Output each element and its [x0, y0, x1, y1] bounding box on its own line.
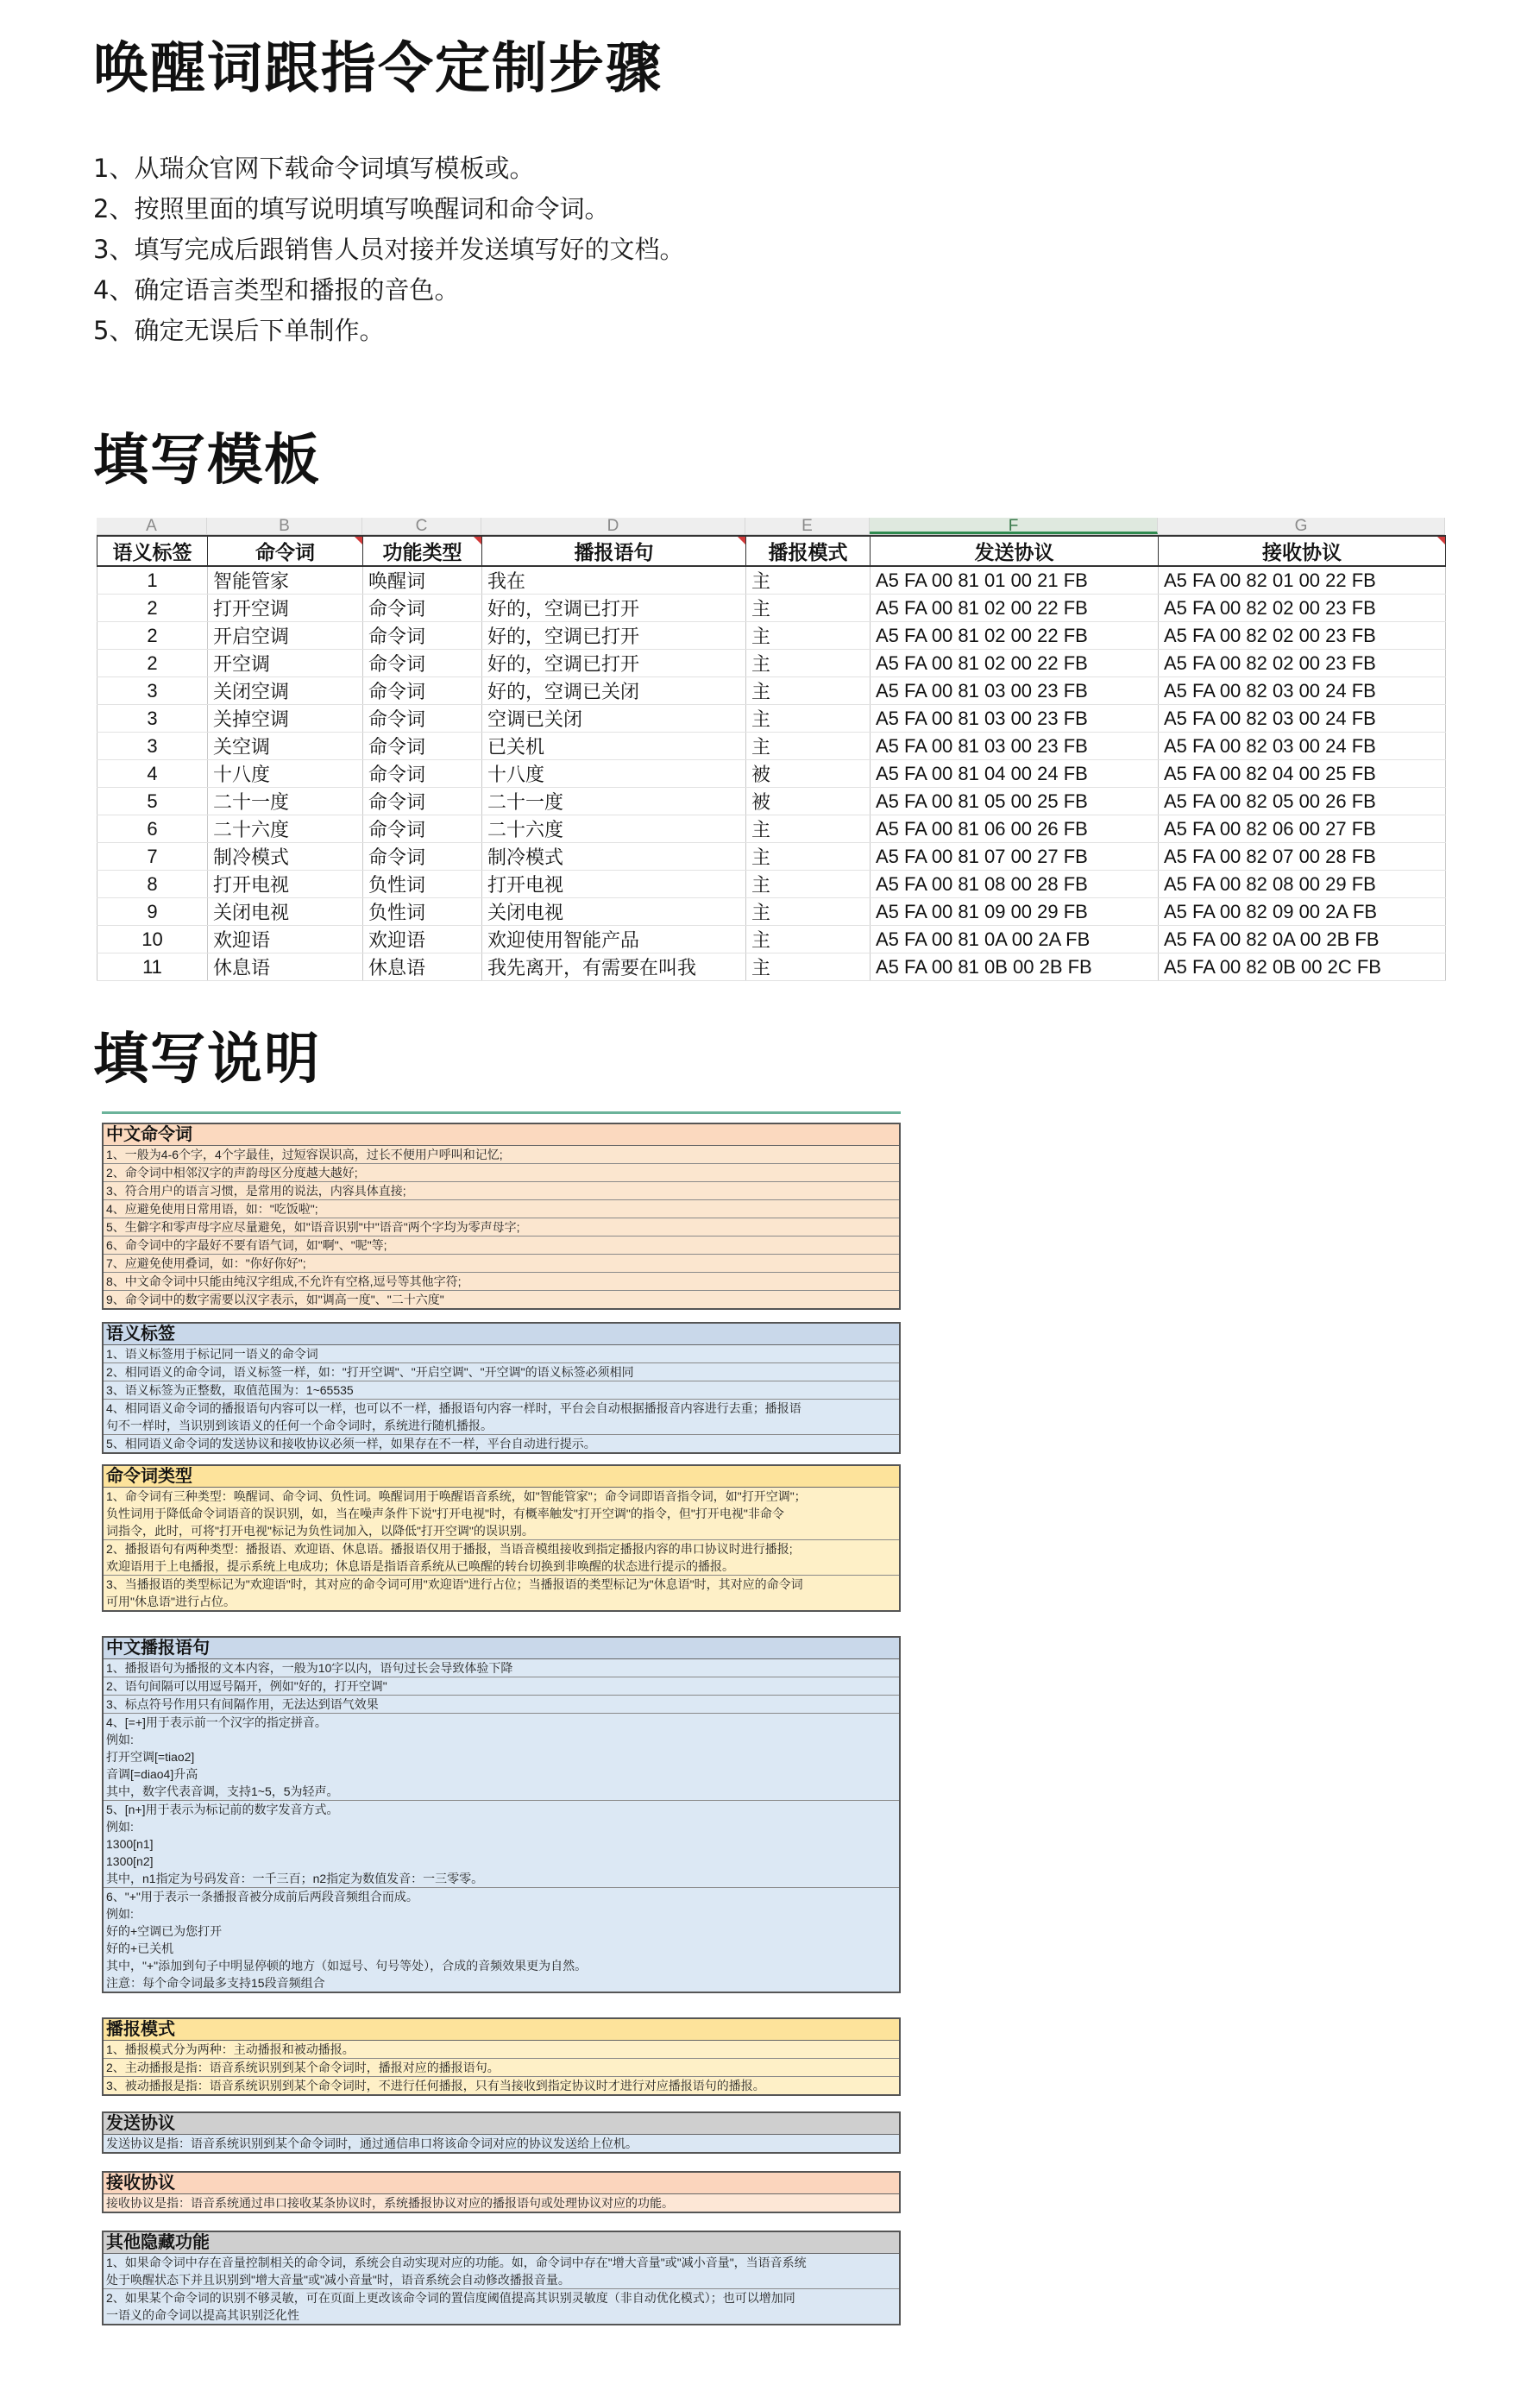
table-row [97, 733, 1446, 760]
table-row [97, 760, 1446, 788]
table-cell[interactable]: 已关机 [482, 733, 746, 760]
section-heading: 中文播报语句 [104, 1638, 899, 1659]
section-line: 3、标点符号作用只有间隔作用，无法达到语气效果 [104, 1696, 899, 1714]
section-line: 4、应避免使用日常用语，如："吃饭啦"; [104, 1200, 899, 1218]
step-item: 1、从瑞众官网下载命令词填写模板或。 [93, 154, 535, 183]
section-send-protocol [102, 2111, 901, 2154]
column-letter-selected[interactable]: F [870, 518, 1158, 534]
table-cell[interactable]: A5 FA 00 81 01 00 21 FB [871, 566, 1159, 595]
table-cell[interactable]: A5 FA 00 82 02 00 23 FB [1159, 595, 1446, 622]
table-cell[interactable]: 打开空调 [208, 595, 363, 622]
table-cell[interactable]: 主 [746, 566, 871, 595]
instructions-title: 填写说明 [93, 1028, 321, 1092]
section-broadcast-sentence [102, 1636, 901, 1993]
table-cell[interactable]: 关空调 [208, 733, 363, 760]
header-cell[interactable]: 接收协议 [1159, 536, 1446, 566]
table-cell[interactable]: 被 [746, 788, 871, 815]
table-cell[interactable]: A5 FA 00 82 02 00 23 FB [1159, 622, 1446, 650]
table-cell[interactable]: A5 FA 00 82 06 00 27 FB [1159, 815, 1446, 843]
table-row [97, 871, 1446, 898]
table-cell[interactable]: 2 [97, 650, 208, 677]
table-cell[interactable]: 十八度 [482, 760, 746, 788]
table-row [97, 650, 1446, 677]
table-cell[interactable]: A5 FA 00 82 05 00 26 FB [1159, 788, 1446, 815]
table-row [97, 622, 1446, 650]
section-heading: 发送协议 [104, 2113, 899, 2135]
table-cell[interactable]: A5 FA 00 82 03 00 24 FB [1159, 677, 1446, 705]
table-cell[interactable]: 我先离开，有需要在叫我 [482, 953, 746, 981]
table-cell[interactable]: 关闭电视 [208, 898, 363, 926]
table-cell[interactable]: A5 FA 00 82 07 00 28 FB [1159, 843, 1446, 871]
table-cell[interactable]: A5 FA 00 82 02 00 23 FB [1159, 650, 1446, 677]
column-letter[interactable]: E [745, 518, 870, 534]
comment-flag-icon [355, 537, 362, 544]
table-cell[interactable]: 命令词 [363, 677, 482, 705]
section-line: 3、被动播报是指：语音系统识别到某个命令词时，不进行任何播报，只有当接收到指定协议时才进行对应播报语句的播报。 [104, 2077, 899, 2094]
step-item: 4、确定语言类型和播报的音色。 [93, 275, 460, 305]
column-letter[interactable]: B [207, 518, 362, 534]
table-cell[interactable]: 3 [97, 733, 208, 760]
table-cell[interactable]: 休息语 [363, 953, 482, 981]
section-line: 5、相同语义命令词的发送协议和接收协议必须一样，如果存在不一样，平台自动进行提示。 [104, 1435, 899, 1452]
table-cell[interactable]: 空调已关闭 [482, 705, 746, 733]
divider [102, 1111, 901, 1114]
section-line: 4、相同语义命令词的播报语句内容可以一样，也可以不一样，播报语句内容一样时，平台会自动根据播报音内容进行去重；播报语 句不一样时，当识别到该语义的任何一个命令词时，系统进行随机播报。 [104, 1400, 899, 1435]
table-cell[interactable]: A5 FA 00 81 07 00 27 FB [871, 843, 1159, 871]
section-line: 1、语义标签用于标记同一语义的命令词 [104, 1345, 899, 1363]
table-cell[interactable]: 命令词 [363, 733, 482, 760]
header-cell[interactable]: 命令词 [208, 536, 363, 566]
table-cell[interactable]: A5 FA 00 82 04 00 25 FB [1159, 760, 1446, 788]
table-cell[interactable]: A5 FA 00 81 03 00 23 FB [871, 733, 1159, 760]
section-line: 接收协议是指：语音系统通过串口接收某条协议时，系统播报协议对应的播报语句或处理协议对应的功能。 [104, 2194, 899, 2212]
table-cell[interactable]: 命令词 [363, 760, 482, 788]
table-cell[interactable]: 关闭空调 [208, 677, 363, 705]
table-cell[interactable]: 主 [746, 953, 871, 981]
section-broadcast-mode [102, 2017, 901, 2096]
template-title: 填写模板 [93, 429, 321, 493]
table-cell[interactable]: A5 FA 00 82 0B 00 2C FB [1159, 953, 1446, 981]
table-cell[interactable]: 被 [746, 760, 871, 788]
table-row [97, 815, 1446, 843]
table-cell[interactable]: 我在 [482, 566, 746, 595]
table-cell[interactable]: A5 FA 00 81 02 00 22 FB [871, 650, 1159, 677]
step-item: 5、确定无误后下单制作。 [93, 316, 385, 345]
table-cell[interactable]: 二十六度 [482, 815, 746, 843]
template-spreadsheet [97, 518, 1445, 981]
table-cell[interactable]: A5 FA 00 82 01 00 22 FB [1159, 566, 1446, 595]
table-row [97, 898, 1446, 926]
section-line: 4、[=+]用于表示前一个汉字的指定拼音。 例如: 打开空调[=tiao2] 音调[=diao4]升高 其中，数字代表音调，支持1~5，5为轻声。 [104, 1714, 899, 1801]
table-cell[interactable]: 8 [97, 871, 208, 898]
table-row [97, 566, 1446, 595]
steps-title: 唤醒词跟指令定制步骤 [93, 37, 663, 101]
section-chinese-commands [102, 1123, 901, 1310]
section-line: 5、生僻字和零声母字应尽量避免，如"语音识别"中"语音"两个字均为零声母字; [104, 1218, 899, 1237]
table-cell[interactable]: 二十六度 [208, 815, 363, 843]
table-cell[interactable]: A5 FA 00 81 03 00 23 FB [871, 705, 1159, 733]
section-line: 8、中文命令词中只能由纯汉字组成,不允许有空格,逗号等其他字符; [104, 1273, 899, 1291]
table-cell[interactable]: 好的，空调已打开 [482, 650, 746, 677]
table-cell[interactable]: 主 [746, 595, 871, 622]
section-hidden-features [102, 2231, 901, 2325]
section-heading: 语义标签 [104, 1324, 899, 1345]
table-cell[interactable]: 命令词 [363, 650, 482, 677]
table-cell[interactable]: 欢迎使用智能产品 [482, 926, 746, 953]
section-line: 5、[n+]用于表示为标记前的数字发音方式。 例如: 1300[n1] 1300[n2] 其中，n1指定为号码发音：一千三百；n2指定为数值发音：一三零零。 [104, 1801, 899, 1888]
table-cell[interactable]: A5 FA 00 82 03 00 24 FB [1159, 705, 1446, 733]
table-cell[interactable]: 7 [97, 843, 208, 871]
table-cell[interactable]: 6 [97, 815, 208, 843]
table-cell[interactable]: 主 [746, 926, 871, 953]
table-cell[interactable]: 二十一度 [208, 788, 363, 815]
table-row [97, 705, 1446, 733]
table-cell[interactable]: 主 [746, 677, 871, 705]
table-cell[interactable]: 命令词 [363, 788, 482, 815]
header-cell[interactable]: 功能类型 [363, 536, 482, 566]
table-cell[interactable]: A5 FA 00 81 05 00 25 FB [871, 788, 1159, 815]
table-cell[interactable]: 打开电视 [208, 871, 363, 898]
table-cell[interactable]: A5 FA 00 81 02 00 22 FB [871, 595, 1159, 622]
section-line: 2、如果某个命令词的识别不够灵敏，可在页面上更改该命令词的置信度阈值提高其识别灵敏度（非自动优化模式）；也可以增加同 一语义的命令词以提高其识别泛化性 [104, 2289, 899, 2324]
table-cell[interactable]: 关掉空调 [208, 705, 363, 733]
section-semantic-tag [102, 1322, 901, 1454]
table-row [97, 926, 1446, 953]
table-cell[interactable]: 命令词 [363, 622, 482, 650]
section-line: 2、播报语句有两种类型：播报语、欢迎语、休息语。播报语仅用于播报，当语音模组接收到指定播报内容的串口协议时进行播报; 欢迎语用于上电播报，提示系统上电成功；休息语是指语音系统从已唤醒的转台切换到非唤醒的状态进行提示的播报。 [104, 1540, 899, 1576]
table-cell[interactable]: 主 [746, 871, 871, 898]
section-heading: 中文命令词 [104, 1124, 899, 1146]
command-table [97, 535, 1446, 981]
table-cell[interactable]: 1 [97, 566, 208, 595]
section-heading: 命令词类型 [104, 1466, 899, 1488]
table-cell[interactable]: 主 [746, 843, 871, 871]
table-cell[interactable]: 开启空调 [208, 622, 363, 650]
table-cell[interactable]: 关闭电视 [482, 898, 746, 926]
table-cell[interactable]: 好的，空调已打开 [482, 622, 746, 650]
section-line: 1、播报模式分为两种：主动播报和被动播报。 [104, 2041, 899, 2059]
comment-flag-icon [474, 537, 481, 544]
step-item: 2、按照里面的填写说明填写唤醒词和命令词。 [93, 194, 610, 223]
table-row [97, 843, 1446, 871]
section-heading: 其他隐藏功能 [104, 2232, 899, 2254]
section-line: 1、命令词有三种类型：唤醒词、命令词、负性词。唤醒词用于唤醒语音系统，如"智能管家"；命令词即语音指令词，如"打开空调"； 负性词用于降低命令词语音的误识别，如，当在噪声条件下说"打开电视"时，有概率触发"打开空调"的指令，但"打开电视"非命令 词指令，此时，可将"打开电视"标记为负性词加入，以降低"打开空调"的误识别。 [104, 1488, 899, 1540]
table-cell[interactable]: 主 [746, 650, 871, 677]
step-item: 3、填写完成后跟销售人员对接并发送填写好的文档。 [93, 235, 685, 264]
table-cell[interactable]: 好的，空调已关闭 [482, 677, 746, 705]
header-cell[interactable]: 播报模式 [746, 536, 871, 566]
section-receive-protocol [102, 2171, 901, 2213]
table-cell[interactable]: 10 [97, 926, 208, 953]
table-cell[interactable]: 4 [97, 760, 208, 788]
table-cell[interactable]: A5 FA 00 82 0A 00 2B FB [1159, 926, 1446, 953]
table-cell[interactable]: 3 [97, 705, 208, 733]
table-cell[interactable]: 命令词 [363, 843, 482, 871]
steps-list [93, 148, 684, 351]
table-cell[interactable]: 2 [97, 622, 208, 650]
column-letter[interactable]: G [1158, 518, 1445, 534]
table-cell[interactable]: 十八度 [208, 760, 363, 788]
section-line: 2、相同语义的命令词，语义标签一样，如："打开空调"、"开启空调"、"开空调"的语义标签必须相同 [104, 1363, 899, 1381]
table-cell[interactable]: 5 [97, 788, 208, 815]
header-cell[interactable]: 语义标签 [97, 536, 208, 566]
table-cell[interactable]: 欢迎语 [363, 926, 482, 953]
section-line: 1、一般为4-6个字，4个字最佳，过短容误识高，过长不便用户呼叫和记忆; [104, 1146, 899, 1164]
table-cell[interactable]: 开空调 [208, 650, 363, 677]
table-cell[interactable]: 3 [97, 677, 208, 705]
table-cell[interactable]: 负性词 [363, 898, 482, 926]
column-letter[interactable]: A [97, 518, 207, 534]
header-cell[interactable]: 播报语句 [482, 536, 746, 566]
column-letter[interactable]: D [481, 518, 745, 534]
section-heading: 播报模式 [104, 2019, 899, 2041]
table-cell[interactable]: 主 [746, 733, 871, 760]
section-line: 6、"+"用于表示一条播报音被分成前后两段音频组合而成。 例如: 好的+空调已为您打开 好的+已关机 其中，"+"添加到句子中明显停顿的地方（如逗号、句号等处），合成的音频效果更为自然。 注意：每个命令词最多支持15段音频组合 [104, 1888, 899, 1992]
section-line: 1、如果命令词中存在音量控制相关的命令词，系统会自动实现对应的功能。如，命令词中存在"增大音量"或"减小音量"，当语音系统 处于唤醒状态下并且识别到"增大音量"或"减小音量"时，语音系统会自动修改播报音量。 [104, 2254, 899, 2289]
section-line: 1、播报语句为播报的文本内容，一般为10字以内，语句过长会导致体验下降 [104, 1659, 899, 1677]
column-letter-row [97, 518, 1445, 535]
comment-flag-icon [738, 537, 745, 544]
section-line: 3、符合用户的语言习惯，是常用的说法，内容具体直接; [104, 1182, 899, 1200]
table-cell[interactable]: 智能管家 [208, 566, 363, 595]
header-cell[interactable]: 发送协议 [871, 536, 1159, 566]
table-row [97, 788, 1446, 815]
table-cell[interactable]: A5 FA 00 82 09 00 2A FB [1159, 898, 1446, 926]
table-cell[interactable]: 打开电视 [482, 871, 746, 898]
table-cell[interactable]: 命令词 [363, 815, 482, 843]
column-letter[interactable]: C [362, 518, 481, 534]
section-line: 2、主动播报是指：语音系统识别到某个命令词时，播报对应的播报语句。 [104, 2059, 899, 2077]
table-cell[interactable]: A5 FA 00 81 0A 00 2A FB [871, 926, 1159, 953]
table-cell[interactable]: 主 [746, 705, 871, 733]
section-line: 9、命令词中的数字需要以汉字表示，如"调高一度"、"二十六度" [104, 1291, 899, 1308]
table-row [97, 595, 1446, 622]
section-line: 3、当播报语的类型标记为"欢迎语"时，其对应的命令词可用"欢迎语"进行占位；当播报语的类型标记为"休息语"时，其对应的命令词 可用"休息语"进行占位。 [104, 1576, 899, 1610]
table-row [97, 953, 1446, 981]
table-cell[interactable]: 二十一度 [482, 788, 746, 815]
table-cell[interactable]: A5 FA 00 81 04 00 24 FB [871, 760, 1159, 788]
section-line: 2、语句间隔可以用逗号隔开，例如"好的，打开空调" [104, 1677, 899, 1696]
table-cell[interactable]: 命令词 [363, 705, 482, 733]
section-line: 6、命令词中的字最好不要有语气词，如"啊"、"呢"等; [104, 1237, 899, 1255]
table-cell[interactable]: 命令词 [363, 595, 482, 622]
table-cell[interactable]: 制冷模式 [482, 843, 746, 871]
section-line: 7、应避免使用叠词，如："你好你好"; [104, 1255, 899, 1273]
comment-flag-icon [1437, 537, 1445, 544]
table-cell[interactable]: 主 [746, 815, 871, 843]
section-command-type [102, 1464, 901, 1612]
table-cell[interactable]: 好的，空调已打开 [482, 595, 746, 622]
section-line: 2、命令词中相邻汉字的声韵母区分度越大越好; [104, 1164, 899, 1182]
table-cell[interactable]: 2 [97, 595, 208, 622]
header-row [97, 536, 1446, 566]
table-cell[interactable]: A5 FA 00 82 03 00 24 FB [1159, 733, 1446, 760]
section-line: 发送协议是指：语音系统识别到某个命令词时，通过通信串口将该命令词对应的协议发送给上位机。 [104, 2135, 899, 2152]
table-cell[interactable]: A5 FA 00 81 09 00 29 FB [871, 898, 1159, 926]
table-cell[interactable]: 制冷模式 [208, 843, 363, 871]
table-row [97, 677, 1446, 705]
section-heading: 接收协议 [104, 2173, 899, 2194]
table-cell[interactable]: A5 FA 00 81 0B 00 2B FB [871, 953, 1159, 981]
table-cell[interactable]: 负性词 [363, 871, 482, 898]
table-cell[interactable]: 9 [97, 898, 208, 926]
table-cell[interactable]: 11 [97, 953, 208, 981]
table-cell[interactable]: A5 FA 00 81 06 00 26 FB [871, 815, 1159, 843]
table-cell[interactable]: A5 FA 00 81 08 00 28 FB [871, 871, 1159, 898]
table-cell[interactable]: 休息语 [208, 953, 363, 981]
table-cell[interactable]: 主 [746, 622, 871, 650]
table-cell[interactable]: 唤醒词 [363, 566, 482, 595]
table-cell[interactable]: 主 [746, 898, 871, 926]
section-line: 3、语义标签为正整数，取值范围为：1~65535 [104, 1381, 899, 1400]
table-cell[interactable]: A5 FA 00 82 08 00 29 FB [1159, 871, 1446, 898]
table-cell[interactable]: A5 FA 00 81 02 00 22 FB [871, 622, 1159, 650]
table-cell[interactable]: A5 FA 00 81 03 00 23 FB [871, 677, 1159, 705]
table-cell[interactable]: 欢迎语 [208, 926, 363, 953]
